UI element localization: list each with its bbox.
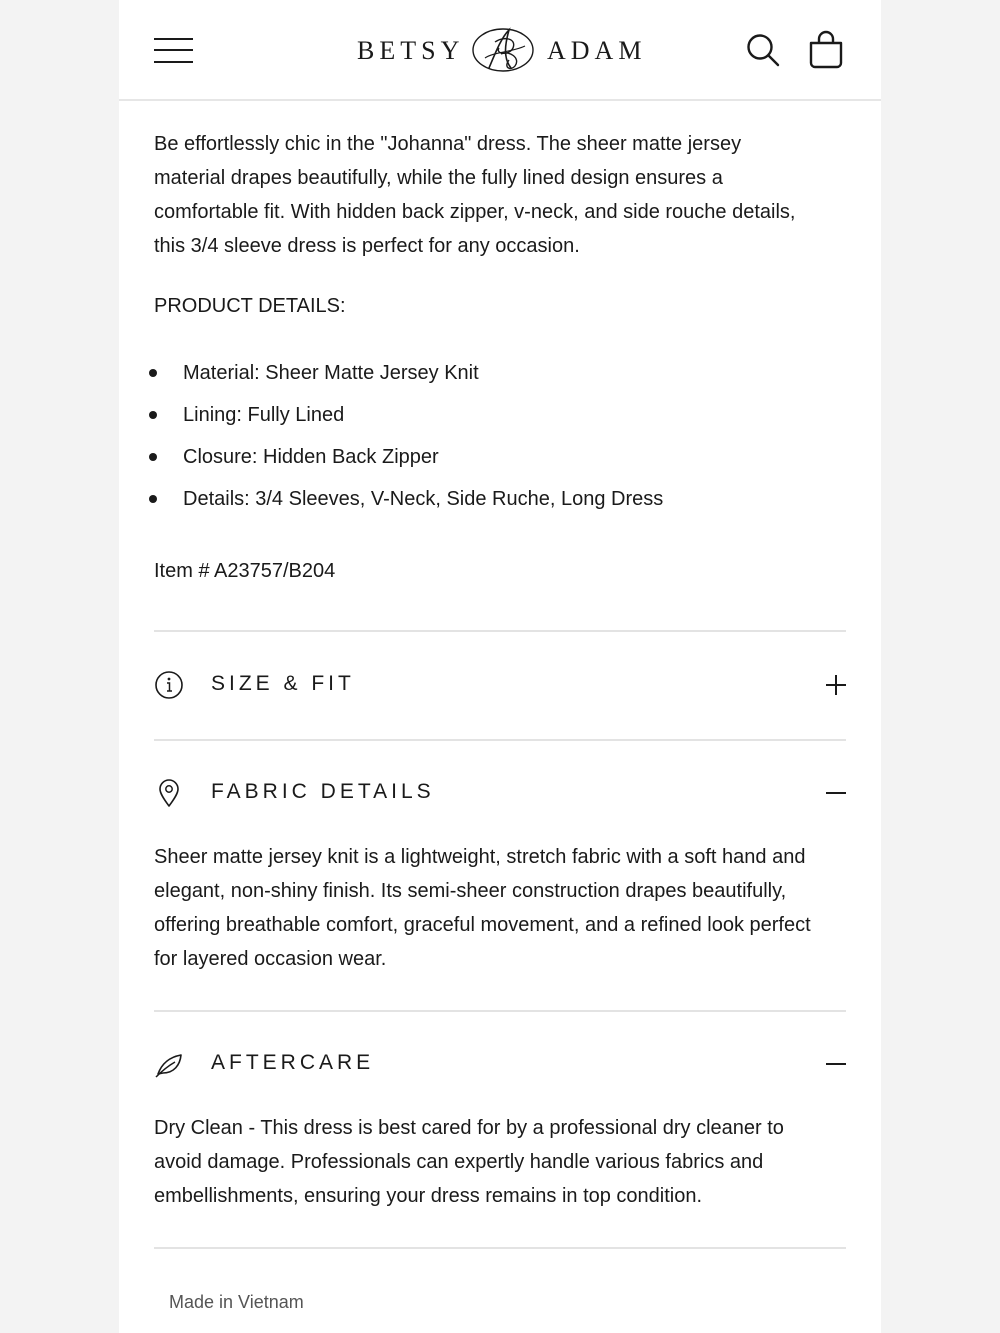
accordion-aftercare[interactable] bbox=[154, 1034, 846, 1094]
divider bbox=[154, 630, 846, 632]
list-item: Details: 3/4 Sleeves, V-Neck, Side Ruche, Long Dress bbox=[154, 478, 663, 520]
accordion-title: AFTERCARE bbox=[211, 1051, 375, 1074]
info-icon bbox=[154, 670, 184, 700]
bullet-icon bbox=[149, 411, 157, 419]
bullet-icon bbox=[149, 453, 157, 461]
shopping-bag-icon[interactable] bbox=[808, 30, 844, 70]
accordion-size-fit[interactable] bbox=[154, 655, 846, 715]
brand-name-right: ADAM bbox=[547, 36, 647, 65]
leaf-icon bbox=[154, 1049, 184, 1079]
bullet-icon bbox=[149, 369, 157, 377]
accordion-title: SIZE & FIT bbox=[211, 672, 355, 695]
item-number: Item # A23757/B204 bbox=[154, 560, 336, 582]
divider bbox=[154, 1010, 846, 1012]
divider bbox=[154, 739, 846, 741]
aftercare-content: Dry Clean - This dress is best cared for by a professional dry cleaner to avoid damage. Professionals can expertly handle various fabrics and embellishments, ensuring your dress remains in top condition. bbox=[154, 1117, 784, 1207]
product-details-list bbox=[154, 352, 663, 520]
minus-icon[interactable] bbox=[826, 783, 846, 803]
list-item: Material: Sheer Matte Jersey Knit bbox=[154, 352, 663, 394]
fabric-details-content: Sheer matte jersey knit is a lightweight, stretch fabric with a soft hand and elegant, non-shiny finish. Its semi-sheer construction drapes beautifully, offering breathable comfort, graceful movement, and a refined look perfect for layered occasion wear. bbox=[154, 846, 811, 970]
product-details-heading: PRODUCT DETAILS: bbox=[154, 295, 346, 317]
bullet-icon bbox=[149, 495, 157, 503]
accordion-fabric-details[interactable] bbox=[154, 763, 846, 823]
country-of-origin: Made in Vietnam bbox=[169, 1292, 304, 1312]
hamburger-menu-icon[interactable] bbox=[154, 36, 194, 64]
divider bbox=[154, 1247, 846, 1249]
accordion-title: FABRIC DETAILS bbox=[211, 780, 435, 803]
minus-icon[interactable] bbox=[826, 1054, 846, 1074]
monogram-icon bbox=[465, 24, 541, 76]
list-item: Lining: Fully Lined bbox=[154, 394, 663, 436]
brand-logo[interactable] bbox=[357, 24, 647, 76]
product-description: Be effortlessly chic in the "Johanna" dress. The sheer matte jersey material drapes beautifully, while the fully lined design ensures a comfortable fit. With hidden back zipper, v-neck, and side rouche details, this 3/4 sleeve dress is perfect for any occasion. bbox=[154, 133, 796, 257]
brand-name-left: BETSY bbox=[357, 36, 465, 65]
site-header bbox=[119, 0, 881, 101]
location-pin-icon bbox=[154, 778, 184, 808]
plus-icon[interactable] bbox=[826, 675, 846, 695]
product-page bbox=[119, 0, 881, 1333]
search-icon[interactable] bbox=[745, 32, 781, 68]
list-item: Closure: Hidden Back Zipper bbox=[154, 436, 663, 478]
